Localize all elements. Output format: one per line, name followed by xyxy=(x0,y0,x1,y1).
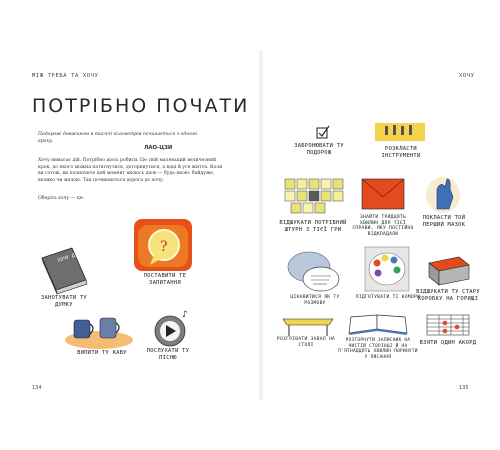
left-running-header: МІЖ ТРЕБА ТА ХОЧУ xyxy=(32,73,99,79)
question-illustration xyxy=(132,215,197,275)
keys-illustration xyxy=(283,175,345,217)
body-paragraph-2: Оберіть хочу — це: xyxy=(38,196,84,201)
right-page-number: 135 xyxy=(459,385,469,391)
box-illustration xyxy=(425,251,473,287)
caption-chord: ВЗЯТИ ОДИН АКОРД xyxy=(419,340,477,346)
music-player-illustration xyxy=(148,307,198,349)
left-page xyxy=(24,55,260,400)
caption-question: ПОСТАВИТИ ТЕ ЗАПИТАННЯ xyxy=(143,273,187,286)
tools-illustration xyxy=(373,117,428,145)
caption-keys: ВІДШУКАТИ ПОТРІБНИЙ ШТУРН З ТІЄЇ ГРИ xyxy=(279,220,347,233)
page-title: ПОТРІБНО ПОЧАТИ xyxy=(32,95,250,117)
caption-bubbles: ЦІКАВИТИСЯ ЯК ТУ РОЗМОВУ xyxy=(290,295,340,306)
caption-notebook: РОЗГОРНУТИ ЗАПИСНИК НА ЧИСТІЙ СТОРІНЦІ Й НА П'ЯТНАДЦЯТЬ ХВИЛИН ПОРИНУТИ У ПИСАННЯ xyxy=(338,338,418,360)
caption-palette: ПІДГОТУВАТИ ТІ КОМОРИ xyxy=(355,295,421,300)
caption-trip: ЗАБРОНЮВАТИ ТУ ПОДОРОЖ xyxy=(294,143,344,156)
caption-cups: ВИПИТИ ТУ КАВУ xyxy=(77,350,127,356)
notebook-illustration xyxy=(343,311,413,339)
question-mark-icon: ? xyxy=(160,239,168,255)
caption-hand: ПОКЛАСТИ ТОЙ ПЕРШИЙ МАЗОК xyxy=(422,215,466,228)
music-note-icon: ♪ xyxy=(182,310,188,320)
caption-song: ПОСЛУХАТИ ТУ ПІСНЮ xyxy=(146,348,190,361)
cups-illustration xyxy=(64,310,134,350)
body-paragraph: Хочу вимагає дій. Потрібно щось робити. Це твій маленький величезний крок, до якого можна потягнутися, доторкнутися, а вдці й усе життя. Коли ви готові, ви позначите цей момент якоюсь дією — будь-якою: байдуже, велико чи малою. Так починаються дорога до хочу. xyxy=(38,158,223,183)
epigraph: Подорож довжиною в тисячі кілометрів починається з одного кроку. xyxy=(38,132,198,144)
hand-paint-illustration xyxy=(423,173,463,215)
table-illustration xyxy=(279,313,337,337)
book-cover-text: ХОЧУ ДІЮ xyxy=(56,250,82,264)
caption-table: РОЗГРІВАТИ ЗАВАЛ НА СТОЛІ xyxy=(276,337,336,348)
caption-envelope: ЗНАЙТИ ТРИДЦЯТЬ ХВИЛИН ДЛЯ ТІЄЇ СПРАВИ, ЯКУ ПОСТІЙНО ВІДКЛАДАЛИ xyxy=(352,215,414,238)
left-page-number: 134 xyxy=(32,385,42,391)
right-running-header: ХОЧУ xyxy=(459,73,475,79)
envelope-illustration xyxy=(359,173,407,213)
palette-illustration xyxy=(363,245,413,293)
caption-book: ЗАНОТУВАТИ ТУ ДУМКУ xyxy=(40,295,88,308)
caption-tools: РОЗКЛАСТИ ІНСТРУМЕНТИ xyxy=(381,146,421,159)
checkbox-icon xyxy=(316,125,330,139)
caption-box: ВІДШУКАТИ ТУ СТАРУ КОРОБКУ НА ГОРИЩІ xyxy=(416,289,480,302)
guitar-chord-illustration xyxy=(425,313,471,339)
speech-bubbles-illustration xyxy=(285,247,343,297)
right-page xyxy=(263,55,487,400)
book-illustration xyxy=(34,240,94,295)
epigraph-author: ЛАО-ЦЗИ xyxy=(144,145,173,151)
